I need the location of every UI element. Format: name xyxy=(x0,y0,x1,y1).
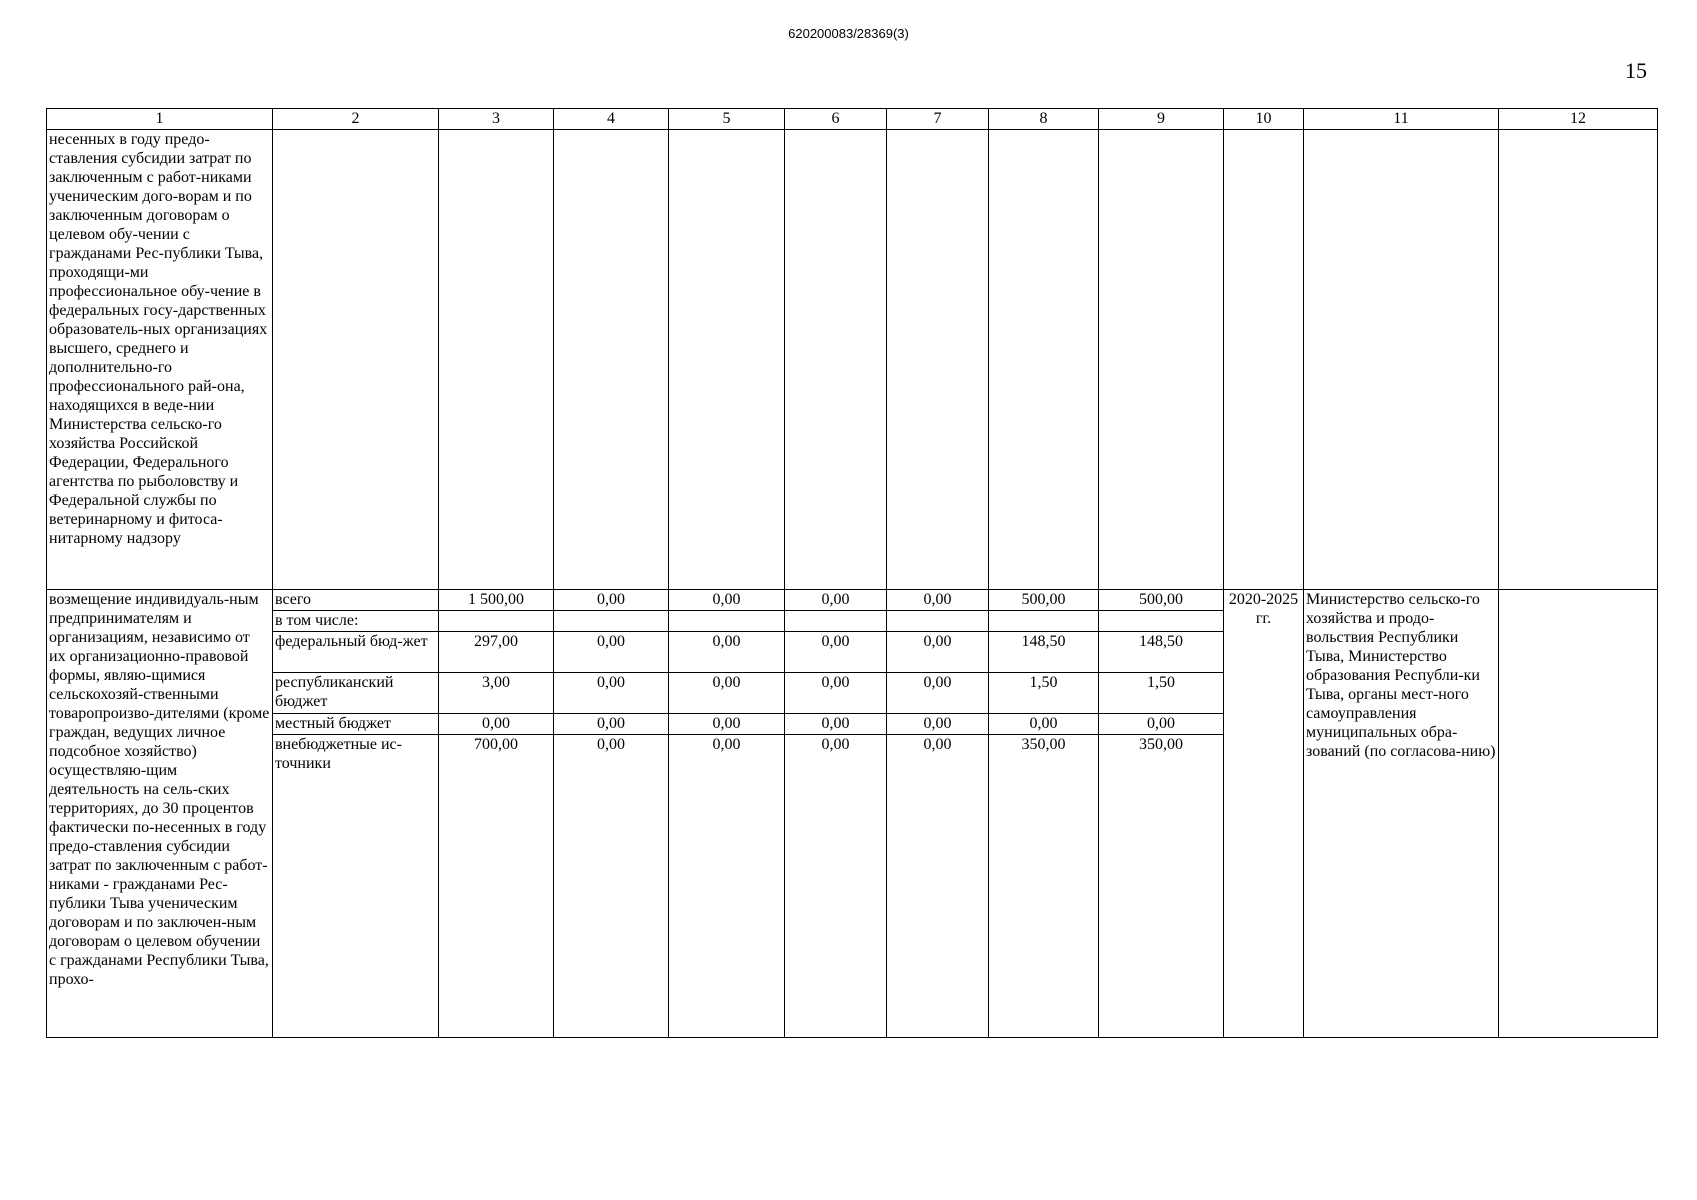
funding-source: федеральный бюд-жет xyxy=(273,632,439,673)
funding-source: в том числе: xyxy=(273,611,439,632)
value-cell: 0,00 xyxy=(989,714,1099,735)
value-cell: 0,00 xyxy=(785,714,887,735)
page-number: 15 xyxy=(1625,58,1647,83)
value-cell: 1,50 xyxy=(1099,673,1224,714)
value-cell: 0,00 xyxy=(887,735,989,1038)
value-cell: 0,00 xyxy=(669,673,785,714)
value-cell xyxy=(887,611,989,632)
measure-description: несенных в году предо-ставления субсидии затрат по заключенным с работ-никами ученическим дого-ворам и по заключенным договорам о целевом обу-чении с гражданами Рес-публики Тыва, проходящи-ми профессиональное обу-чение в федеральных госу-дарственных образователь-ных организациях высшего, среднего и дополнительно-го профессионального рай-она, находящихся в веде-нии Министерства сельско-го хозяйства Российской Федерации, Федерального агентства по рыболовству и Федеральной службы по ветеринарному и фитоса-нитарному надзору xyxy=(47,130,273,590)
value-cell: 0,00 xyxy=(887,714,989,735)
value-cell: 1,50 xyxy=(989,673,1099,714)
empty-cell xyxy=(1499,590,1658,1038)
empty-cell xyxy=(1099,130,1224,590)
value-cell: 1 500,00 xyxy=(439,590,554,611)
value-cell: 0,00 xyxy=(554,714,669,735)
col-header: 12 xyxy=(1499,109,1658,130)
measure-description: возмещение индивидуаль-ным предпринимателям и организациям, независимо от их организационно-правовой формы, являю-щимися сельскохозяй-ственными товаропроизво-дителями (кроме граждан, ведущих личное подсобное хозяйство) осуществляю-щим деятельность на сель-ских территориях, до 30 процентов фактически по-несенных в году предо-ставления субсидии затрат по заключенным с работ-никами - гражданами Рес-публики Тыва ученическим договорам и по заключен-ным договорам о целевом обучении с гражданами Республики Тыва, прохо- xyxy=(47,590,273,1038)
empty-cell xyxy=(554,130,669,590)
empty-cell xyxy=(439,130,554,590)
value-cell: 148,50 xyxy=(1099,632,1224,673)
value-cell xyxy=(669,611,785,632)
value-cell: 0,00 xyxy=(1099,714,1224,735)
value-cell: 0,00 xyxy=(887,632,989,673)
empty-cell xyxy=(1224,130,1304,590)
funding-source: республиканский бюджет xyxy=(273,673,439,714)
col-header: 5 xyxy=(669,109,785,130)
value-cell xyxy=(785,611,887,632)
col-header: 8 xyxy=(989,109,1099,130)
value-cell: 0,00 xyxy=(887,673,989,714)
program-table xyxy=(46,108,1658,1038)
col-header: 9 xyxy=(1099,109,1224,130)
funding-source: местный бюджет xyxy=(273,714,439,735)
executor: Министерство сельско-го хозяйства и продо-вольствия Республики Тыва, Министерство образования Республи-ки Тыва, органы мест-ного самоуправления муниципальных обра-зований (по согласова-нию) xyxy=(1304,590,1499,1038)
value-cell: 148,50 xyxy=(989,632,1099,673)
value-cell xyxy=(554,611,669,632)
col-header: 3 xyxy=(439,109,554,130)
col-header: 4 xyxy=(554,109,669,130)
empty-cell xyxy=(887,130,989,590)
value-cell: 0,00 xyxy=(669,735,785,1038)
value-cell: 500,00 xyxy=(1099,590,1224,611)
value-cell: 297,00 xyxy=(439,632,554,673)
value-cell: 0,00 xyxy=(785,735,887,1038)
implementation-period: 2020-2025 гг. xyxy=(1224,590,1304,1038)
funding-source: всего xyxy=(273,590,439,611)
col-header: 6 xyxy=(785,109,887,130)
col-header: 10 xyxy=(1224,109,1304,130)
value-cell: 350,00 xyxy=(989,735,1099,1038)
value-cell: 0,00 xyxy=(554,632,669,673)
document-number: 620200083/28369(3) xyxy=(788,26,909,41)
table-row xyxy=(47,130,1658,590)
value-cell: 0,00 xyxy=(554,735,669,1038)
value-cell: 0,00 xyxy=(669,590,785,611)
value-cell: 0,00 xyxy=(669,632,785,673)
empty-cell xyxy=(669,130,785,590)
empty-cell xyxy=(989,130,1099,590)
table-row xyxy=(47,590,1658,611)
value-cell: 0,00 xyxy=(554,590,669,611)
value-cell: 500,00 xyxy=(989,590,1099,611)
empty-cell xyxy=(1304,130,1499,590)
value-cell: 350,00 xyxy=(1099,735,1224,1038)
col-header: 1 xyxy=(47,109,273,130)
value-cell: 0,00 xyxy=(439,714,554,735)
col-header: 11 xyxy=(1304,109,1499,130)
value-cell: 3,00 xyxy=(439,673,554,714)
col-header: 2 xyxy=(273,109,439,130)
column-number-row xyxy=(47,109,1658,130)
value-cell xyxy=(989,611,1099,632)
col-header: 7 xyxy=(887,109,989,130)
empty-cell xyxy=(1499,130,1658,590)
value-cell: 0,00 xyxy=(887,590,989,611)
value-cell: 0,00 xyxy=(554,673,669,714)
value-cell: 0,00 xyxy=(785,673,887,714)
empty-cell xyxy=(785,130,887,590)
empty-cell xyxy=(273,130,439,590)
value-cell: 700,00 xyxy=(439,735,554,1038)
value-cell xyxy=(439,611,554,632)
value-cell: 0,00 xyxy=(669,714,785,735)
value-cell xyxy=(1099,611,1224,632)
value-cell: 0,00 xyxy=(785,590,887,611)
value-cell: 0,00 xyxy=(785,632,887,673)
funding-source: внебюджетные ис-точники xyxy=(273,735,439,1038)
